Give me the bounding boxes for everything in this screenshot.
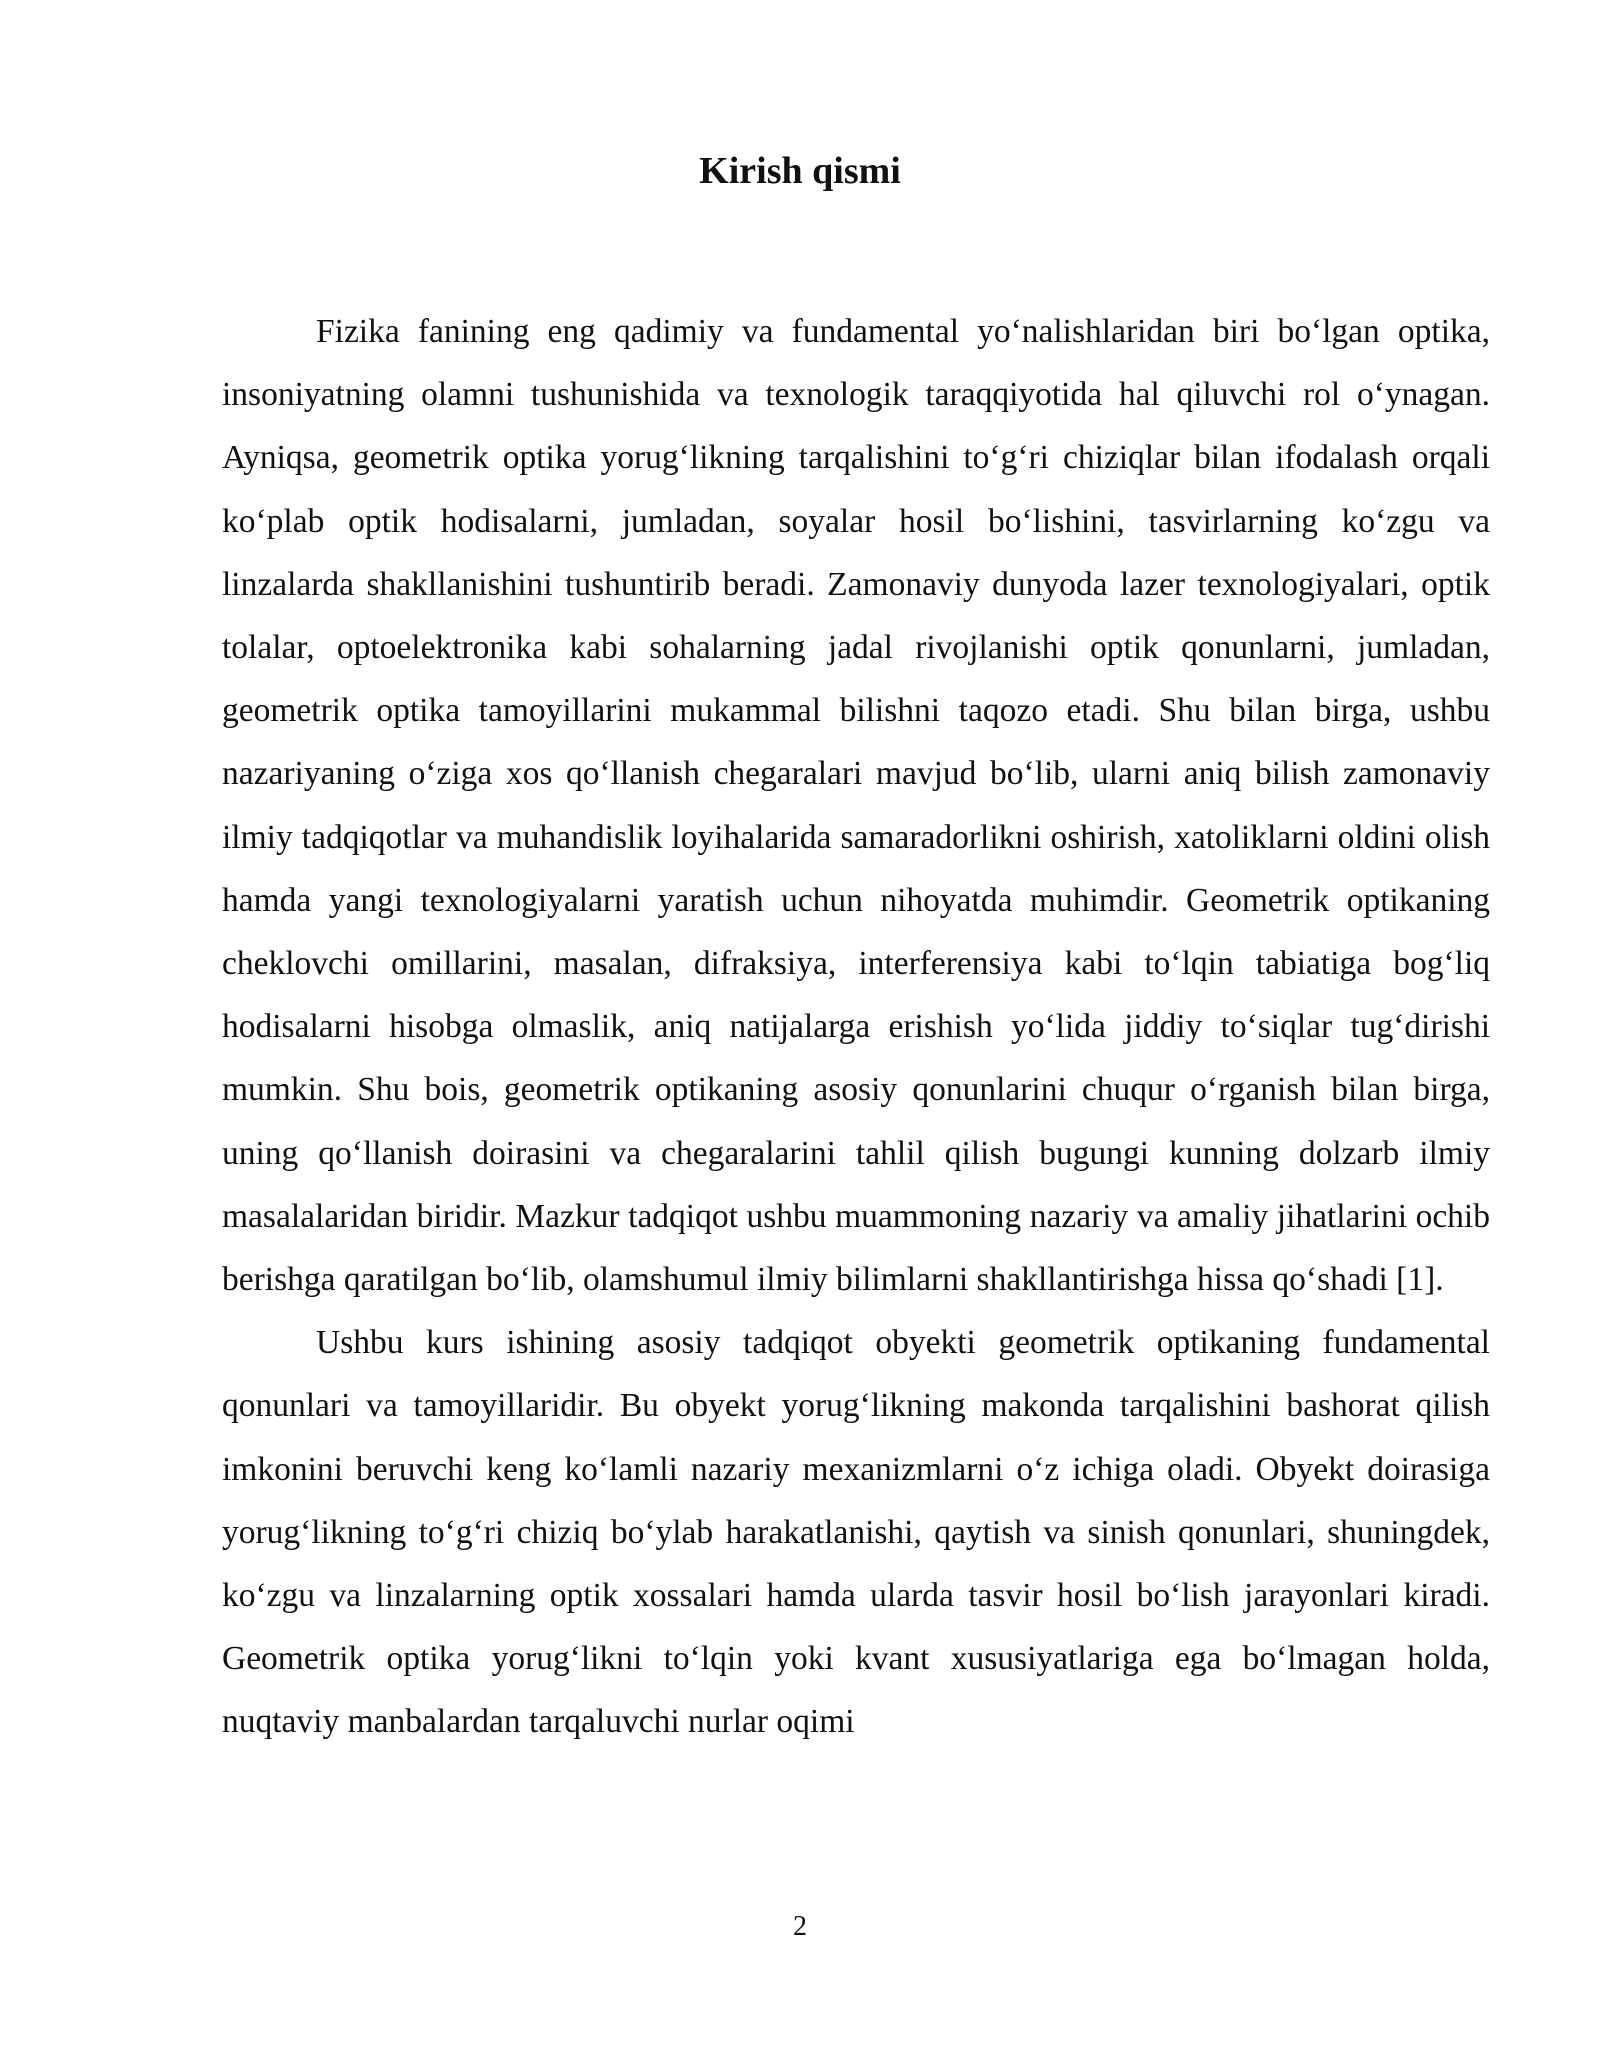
page-number: 2	[793, 1911, 807, 1942]
paragraph-1: Fizika fanining eng qadimiy va fundamental yo‘nalishlaridan biri bo‘lgan optika, insoniyatning olamni tushunishida va texnologik taraqqiyotida hal qiluvchi rol o‘ynagan. Ayniqsa, geometrik optika yorug‘likning tarqalishini to‘g‘ri chiziqlar bilan ifodalash orqali ko‘plab optik hodisalarni, jumladan, soyalar hosil bo‘lishini, tasvirlarning ko‘zgu va linzalarda shakllanishini tushuntirib beradi. Zamonaviy dunyoda lazer texnologiyalari, optik tolalar, optoelektronika kabi sohalarning jadal rivojlanishi optik qonunlarni, jumladan, geometrik optika tamoyillarini mukammal bilishni taqozo etadi. Shu bilan birga, ushbu nazariyaning o‘ziga xos qo‘llanish chegaralari mavjud bo‘lib, ularni aniq bilish zamonaviy ilmiy tadqiqotlar va muhandislik loyihalarida samaradorlikni oshirish, xatoliklarni oldini olish hamda yangi texnologiyalarni yaratish uchun nihoyatda muhimdir. Geometrik optikaning cheklovchi omillarini, masalan, difraksiya, interferensiya kabi to‘lqin tabiatiga bog‘liq hodisalarni hisobga olmaslik, aniq natijalarga erishish yo‘lida jiddiy to‘siqlar tug‘dirishi mumkin. Shu bois, geometrik optikaning asosiy qonunlarini chuqur o‘rganish bilan birga, uning qo‘llanish doirasini va chegaralarini tahlil qilish bugungi kunning dolzarb ilmiy masalalaridan biridir. Mazkur tadqiqot ushbu muammoning nazariy va amaliy jihatlarini ochib berishga qaratilgan bo‘lib, olamshumul ilmiy bilimlarni shakllantirishga hissa qo‘shadi [1].	[222, 313, 1490, 1299]
paragraph-2: Ushbu kurs ishining asosiy tadqiqot obyekti geometrik optikaning fundamental qonunlari va tamoyillaridir. Bu obyekt yorug‘likning makonda tarqalishini bashorat qilish imkonini beruvchi keng ko‘lamli nazariy mexanizmlarni o‘z ichiga oladi. Obyekt doirasiga yorug‘likning to‘g‘ri chiziq bo‘ylab harakatlanishi, qaytish va sinish qonunlari, shuningdek, ko‘zgu va linzalarning optik xossalari hamda ularda tasvir hosil bo‘lish jarayonlari kiradi. Geometrik optika yorug‘likni to‘lqin yoki kvant xususiyatlariga ega bo‘lmagan holda, nuqtaviy manbalardan tarqaluvchi nurlar oqimi	[222, 1324, 1490, 1741]
page-title: Kirish qismi	[699, 150, 901, 192]
body-text	[222, 300, 1490, 1754]
